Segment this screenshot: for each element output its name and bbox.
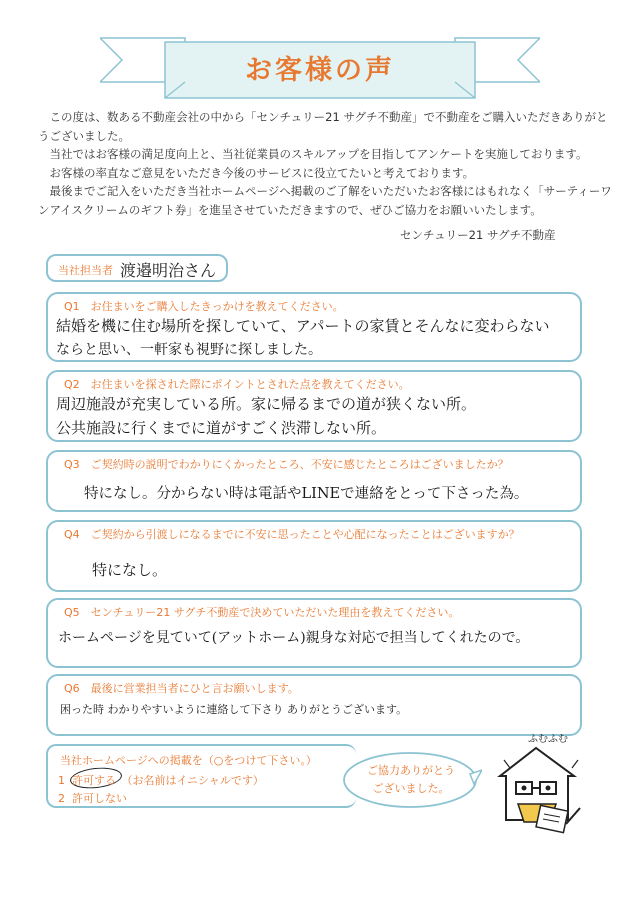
staff-label: 当社担当者 bbox=[58, 264, 113, 277]
question-label: Q6 最後に営業担当者にひと言お願いします。 bbox=[64, 682, 299, 695]
answer-line: 特になし。 bbox=[92, 561, 168, 579]
consent-option-deny[interactable] bbox=[58, 790, 127, 806]
title-ribbon bbox=[100, 30, 540, 105]
question-label: Q5 センチュリー21 サグチ不動産で決めていただいた理由を教えてください。 bbox=[64, 606, 460, 619]
staff-name: 渡邉明治さん bbox=[120, 261, 217, 280]
question-box-q3 bbox=[46, 450, 582, 512]
answer-line: ならと思い、一軒家も視野に探しました。 bbox=[56, 342, 322, 358]
question-box-q4 bbox=[46, 520, 582, 592]
answer-line: 困った時 わかりやすいように連絡して下さり ありがとうございます。 bbox=[60, 703, 408, 716]
intro-paragraph: 最後までご記入をいただき当社ホームページへ掲載のご了解をいただいたお客様にはもれなく「サーティーワンアイスクリームのギフト券」を進呈させていただきますので、ぜひご協力をお願いいたします。 bbox=[38, 184, 612, 217]
thanks-line: ございました。 bbox=[372, 782, 450, 795]
answer-line: 特になし。分からない時は電話やLINEで連絡をとって下さった為。 bbox=[84, 486, 529, 502]
company-signature: センチュリー21 サグチ不動産 bbox=[400, 228, 556, 242]
intro-text bbox=[38, 108, 613, 219]
option-number: 2 bbox=[58, 792, 65, 805]
question-label: Q2 お住まいを探された際にポイントとされた点を教えてください。 bbox=[64, 378, 410, 391]
thanks-line: ご協力ありがとう bbox=[367, 764, 455, 777]
answer-line: ホームページを見ていて(アットホーム)親身な対応で担当してくれたので。 bbox=[58, 630, 530, 646]
intro-paragraph: お客様の率直なご意見をいただき今後のサービスに役立てたいと考えております。 bbox=[49, 165, 475, 180]
option-label: 許可しない bbox=[72, 792, 127, 805]
answer-line: 周辺施設が充実している所。家に帰るまでの道が狭くない所。 bbox=[56, 395, 477, 413]
option-label: 許可する （お名前はイニシャルです） bbox=[72, 774, 264, 787]
consent-box bbox=[46, 744, 356, 808]
question-box-q5 bbox=[46, 598, 582, 668]
question-box-q6 bbox=[46, 674, 582, 736]
question-box-q2 bbox=[46, 370, 582, 442]
staff-box bbox=[46, 254, 228, 282]
page-title: お客様の声 bbox=[245, 55, 395, 86]
answer-line: 公共施設に行くまでに道がすごく渋滞しない所。 bbox=[56, 419, 387, 437]
answer-line: 結婚を機に住む場所を探していて、アパートの家賃とそんなに変わらない bbox=[56, 317, 550, 335]
question-label: Q1 お住まいをご購入したきっかけを教えてください。 bbox=[64, 300, 344, 313]
option-number: 1 bbox=[58, 774, 65, 787]
question-box-q1 bbox=[46, 292, 582, 362]
mascot-caption: ふむふむ bbox=[528, 734, 568, 745]
thanks-bubble bbox=[340, 750, 482, 810]
house-mascot-icon bbox=[488, 738, 588, 838]
question-label: Q4 ご契約から引渡しになるまでに不安に思ったことや心配になったことはございますか？ bbox=[64, 528, 520, 541]
consent-option-allow[interactable] bbox=[58, 772, 264, 788]
consent-label: 当社ホームページへの掲載を（○をつけて下さい。） bbox=[60, 754, 317, 767]
intro-paragraph: この度は、数ある不動産会社の中から「センチュリー21 サグチ不動産」で不動産をご購入いただきありがとうございました。 bbox=[38, 110, 608, 143]
intro-paragraph: 当社ではお客様の満足度向上と、当社従業員のスキルアップを目指してアンケートを実施しております。 bbox=[49, 147, 588, 161]
question-label: Q3 ご契約時の説明でわかりにくかったところ、不安に感じたところはございましたか？ bbox=[64, 458, 509, 471]
